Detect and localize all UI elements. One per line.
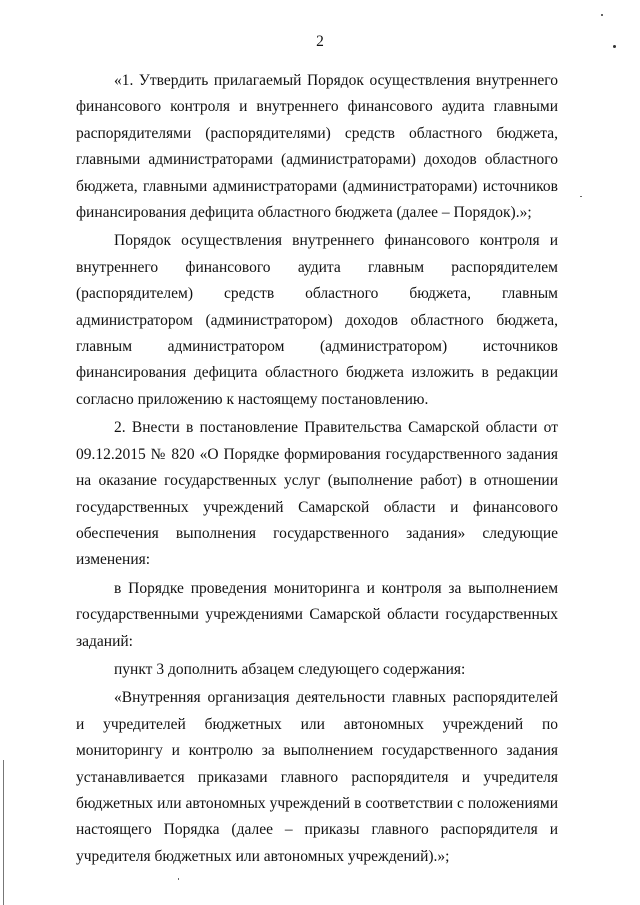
paragraph-procedure-edition: Порядок осуществления внутреннего финансового контроля и внутреннего финансового аудита главным распорядителем (распорядителем) средств областного бюджета, главным администратором (администратором) доходов областного бюджета, главным администратором (администратором) источников финансирования дефицита областного бюджета изложить в редакции согласно приложению к настоящему постановлению. bbox=[76, 232, 558, 408]
paragraph-point-3: пункт 3 дополнить абзацем следующего содержания: bbox=[114, 660, 466, 678]
paragraph-amend-resolution: 2. Внести в постановление Правительства Самарской области от 09.12.2015 № 820 «О Порядке формирования государственного задания на оказание государственных услуг (выполнение работ) в отношении государственных учреждений Самарской области и финансового обеспечения выполнения государственного задания» следующие изменения: bbox=[76, 419, 558, 569]
scan-speck bbox=[601, 14, 603, 16]
scan-speck bbox=[178, 878, 179, 880]
paragraph-approve-procedure: «1. Утвердить прилагаемый Порядок осуществления внутреннего финансового контроля и внутреннего финансового аудита главными распорядителями (распорядителями) средств областного бюджета, главными администраторами (администраторами) доходов областного бюджета, главными администраторами (администраторами) источников финансирования дефицита областного бюджета (далее – Порядок).»; bbox=[76, 72, 558, 222]
document-body bbox=[76, 68, 558, 870]
paragraph-monitoring-procedure: в Порядке проведения мониторинга и контроля за выполнением государственными учреждениями Самарской области государственных заданий: bbox=[76, 579, 558, 650]
scan-edge-line bbox=[3, 760, 4, 905]
scan-speck bbox=[613, 45, 616, 48]
paragraph-quoted-addition: «Внутренняя организация деятельности главных распорядителей и учредителей бюджетных или автономных учреждений по мониторингу и контролю за выполнением государственного задания устанавливается приказами главного распорядителя и учредителя бюджетных или автономных учреждений в соответствии с положениями настоящего Порядка (далее – приказы главного распорядителя и учредителя бюджетных или автономных учреждений).»; bbox=[76, 689, 558, 865]
scan-speck bbox=[580, 196, 582, 197]
page-number: 2 bbox=[316, 33, 324, 50]
